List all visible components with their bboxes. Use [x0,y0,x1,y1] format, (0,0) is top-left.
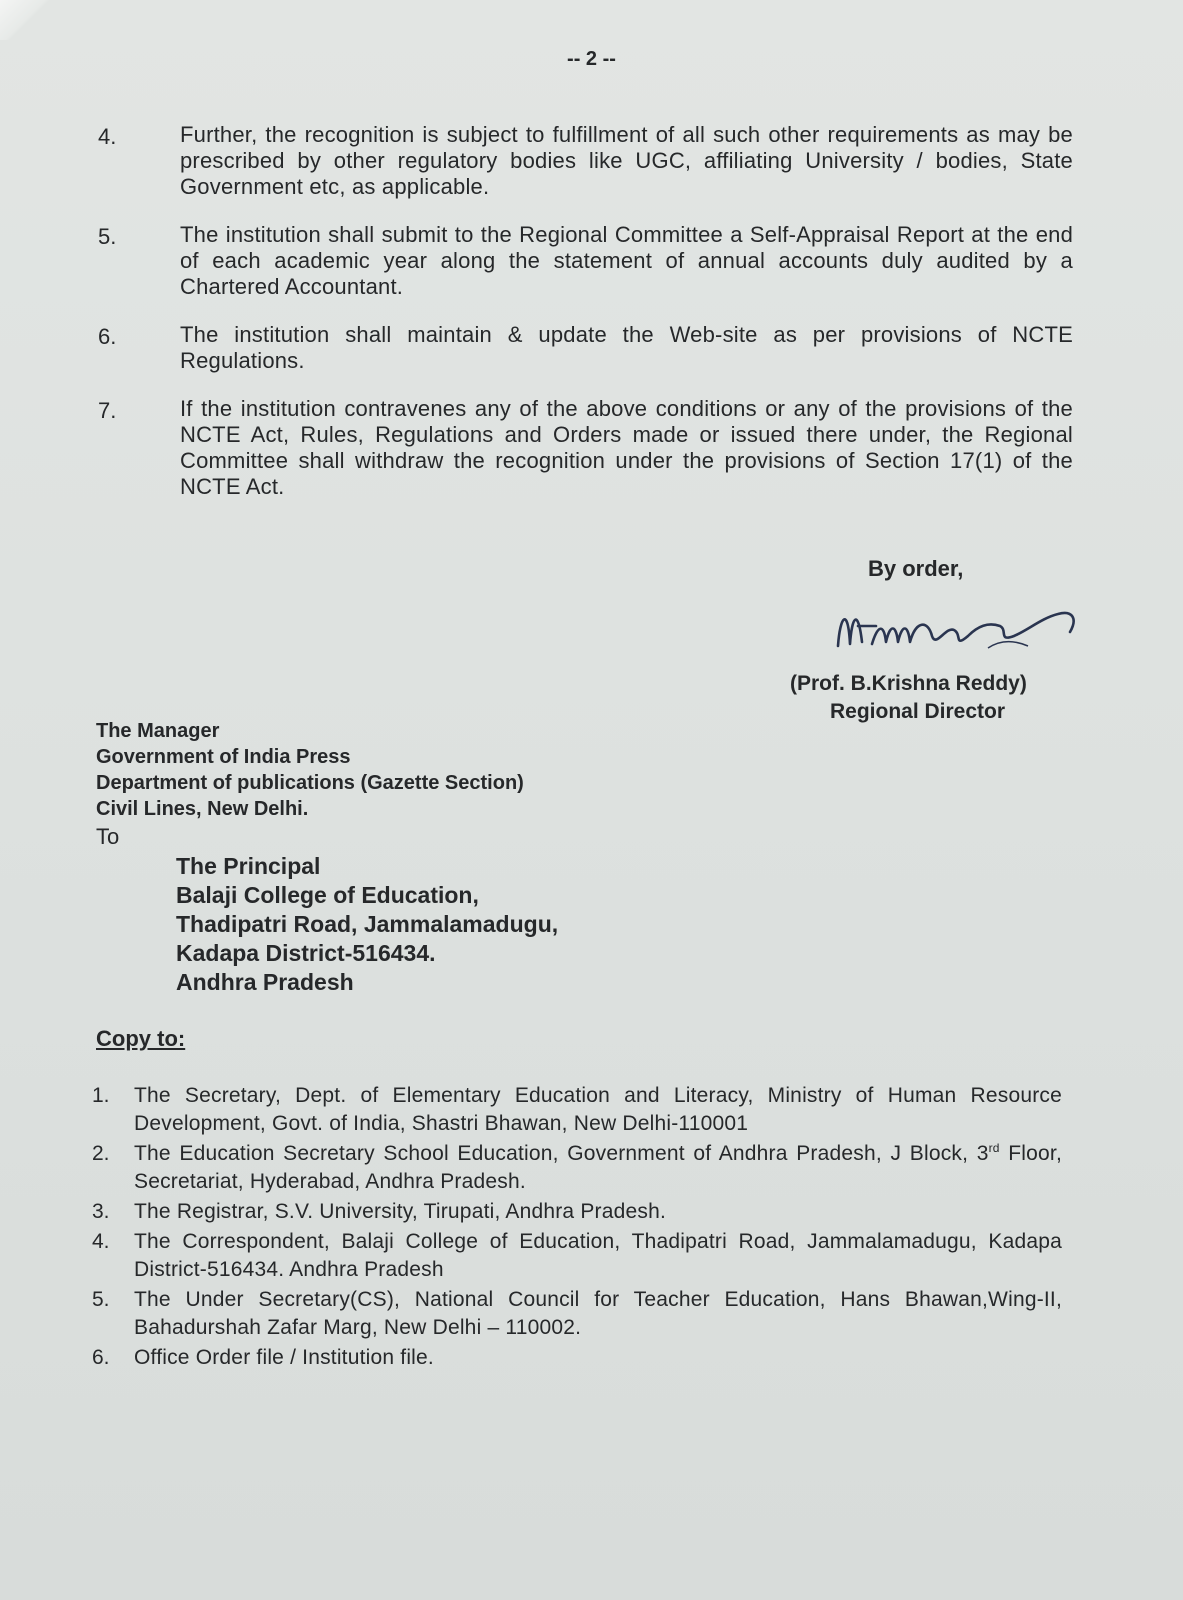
address-line: Kadapa District-516434. [176,940,436,966]
copy-to-list [92,1082,1062,1374]
clause-text: Further, the recognition is subject to fulfillment of all such other requirements as may be prescribed by other regulatory bodies like UGC, affiliating University / bodies, State Government etc, as applicable. [180,122,1073,199]
list-item [92,1198,1062,1226]
clause-text: The institution shall submit to the Regional Committee a Self-Appraisal Report at the end of each academic year along the statement of annual accounts duly audited by a Chartered Accountant. [180,222,1073,299]
list-number: 3. [92,1200,110,1223]
clause-number: 5. [98,224,117,249]
address-line: Thadipatri Road, Jammalamadugu, [176,911,559,937]
by-order-label: By order, [868,556,964,581]
clause-number: 6. [98,324,117,349]
list-number: 2. [92,1142,110,1165]
address-line: Department of publications (Gazette Section) [96,772,524,794]
address-line: Balaji College of Education, [176,882,479,908]
address-line: Civil Lines, New Delhi. [96,798,309,820]
list-item [92,1228,1062,1284]
to-label: To [96,824,120,849]
list-text: The Under Secretary(CS), National Council for Teacher Education, Hans Bhawan,Wing-II, Bahadurshah Zafar Marg, New Delhi – 110002. [134,1288,1062,1339]
clause-item [98,396,1073,500]
clauses-list [98,122,1073,522]
address-line: Andhra Pradesh [176,969,354,995]
list-text-part: Floor, Secretariat, Hyderabad, Andhra Pradesh. [134,1142,1062,1193]
clause-number: 4. [98,124,117,149]
signature-icon [828,596,1098,676]
list-text [134,1140,1062,1196]
clause-number: 7. [98,398,117,423]
list-text: The Secretary, Dept. of Elementary Education and Literacy, Ministry of Human Resource Development, Govt. of India, Shastri Bhawan, New Delhi-110001 [134,1084,1062,1135]
list-text: Office Order file / Institution file. [134,1346,434,1369]
list-text-part: The Education Secretary School Education, Government of Andhra Pradesh, J Block, 3 [134,1142,989,1165]
clause-item [98,322,1073,374]
address-line: The Manager [96,720,220,742]
address-line: The Principal [176,853,321,879]
list-item [92,1344,1062,1372]
list-text: The Registrar, S.V. University, Tirupati, Andhra Pradesh. [134,1200,666,1223]
ordinal-suffix: rd [988,1141,1000,1155]
page-fold [0,0,60,40]
list-number: 1. [92,1084,110,1107]
page-number: -- 2 -- [567,48,616,70]
clause-item [98,222,1073,300]
signatory-designation: Regional Director [830,700,1006,723]
signatory-name: (Prof. B.Krishna Reddy) [790,672,1027,695]
list-number: 4. [92,1230,110,1253]
clause-text: The institution shall maintain & update the Web-site as per provisions of NCTE Regulations. [180,322,1073,373]
clause-item [98,122,1073,200]
list-item [92,1082,1062,1138]
copy-to-heading: Copy to: [96,1026,186,1051]
list-item [92,1286,1062,1342]
principal-address [176,852,558,997]
manager-address [96,718,524,822]
list-number: 5. [92,1288,110,1311]
list-item [92,1140,1062,1196]
list-text: The Correspondent, Balaji College of Education, Thadipatri Road, Jammalamadugu, Kadapa District-516434. Andhra Pradesh [134,1230,1062,1281]
address-line: Government of India Press [96,746,351,768]
list-number: 6. [92,1346,110,1369]
clause-text: If the institution contravenes any of the above conditions or any of the provisions of the NCTE Act, Rules, Regulations and Orders made or issued there under, the Regional Committee shall withdraw the recognition under the provisions of Section 17(1) of the NCTE Act. [180,396,1073,499]
